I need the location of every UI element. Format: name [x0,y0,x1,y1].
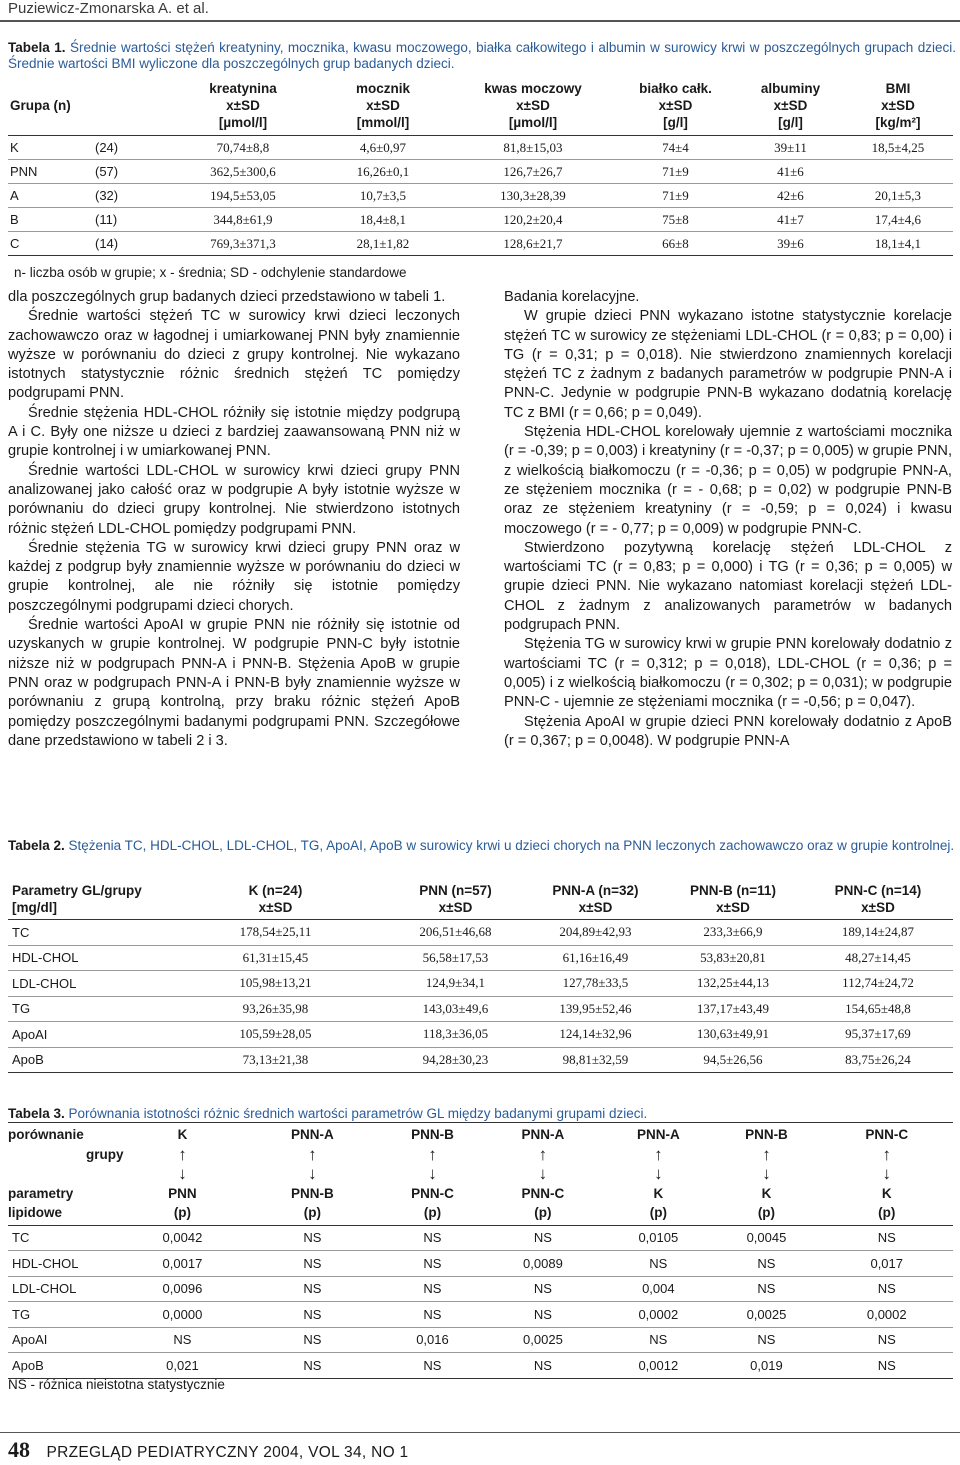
table3-cell: NS [757,1255,776,1271]
table3-corner-spacer [8,1164,124,1184]
table1-group-count: (14) [95,236,119,251]
table2-param-name: ApoAI [12,1026,48,1042]
table1-cell: 128,6±21,7 [503,235,563,251]
table2-column-header [383,880,528,920]
table2-caption-text: Stężenia TC, HDL-CHOL, LDL-CHOL, TG, ApoAI, ApoB w surowicy krwi u dzieci chorych na PNN leczonych zachowawczo oraz w grupie kontrolnej. [68,838,955,853]
table1 [8,80,953,256]
table1-cell: 41±7 [777,211,804,227]
paragraph: W grupie dzieci PNN wykazano istotne statystycznie korelacje stężeń TC w surowicy ze stężeniami LDL-CHOL (r = 0,83; p = 0,00) i TG (r = 0,31; p = 0,018). Nie stwierdzono znamiennych korelacji stężeń TC z żadnym z badanych parametrów w podgrupie PNN-A i PNN-C. Jedynie w podgrupie PNN-B wykazano dodatnią korelację TC z BMI (r = 0,66; p = 0,049). [504,308,952,421]
body-column-right [504,288,952,751]
paragraph: Średnie stężenia TG w surowicy krwi dzieci grupy PNN oraz w każdej z podgrup były znamiennie wyższe w porównaniu do dzieci w grupie kontrolnej, ale nie różniły się istotnie pomiędzy poszczególnymi podgrupami dzieci chorych. [8,539,460,614]
table3-param-name: TC [12,1230,30,1246]
table2-cell: 105,98±13,21 [239,975,312,991]
table1-row [8,136,953,160]
table2-param-name: HDL-CHOL [12,950,79,966]
table1-cell: 16,26±0,1 [356,163,410,179]
arrow-up-icon: ↑ [654,1144,663,1164]
table3-cell: 0,0096 [162,1281,203,1297]
table1-cell: 70,74±8,8 [216,139,270,155]
table3-param-name: ApoB [12,1357,44,1373]
table1-cell: 28,1±1,82 [356,235,410,251]
table1-group-name: B [10,212,19,227]
table2-cell: 130,63±49,91 [696,1026,770,1042]
table3-caption [8,1106,956,1122]
table2-cell: 206,51±46,68 [419,924,492,940]
table3-column-to: K [653,1185,664,1201]
table1-group-count: (32) [95,188,119,203]
table1-cell [843,160,953,184]
table1-group-header: Grupa (n) [10,98,71,113]
table1-cell: 42±6 [777,187,804,203]
table3-body [8,1225,953,1378]
table1-group-name: C [10,236,20,251]
table2-column-stat: x±SD [861,900,895,915]
table1-header-row [8,80,953,136]
table1-cell: 71±9 [662,187,689,203]
table1-group-name: A [10,188,19,203]
table1-column-name: BMI [885,81,911,96]
table3-cell: 0,0017 [162,1255,203,1271]
table2-cell: 189,14±24,87 [841,924,915,940]
table1-cell: 81,8±15,03 [503,139,563,155]
table2-column-stat: x±SD [438,900,473,915]
table1-column-header [738,80,843,136]
paragraph: Stężenia TG w surowicy krwi w grupie PNN korelowały dodatnio z wartościami TC (r = 0,312; p = 0,018), LDL-CHOL (r = 0,36; p = 0,005) i z wielkością białkomoczu (r = 0,302; p = 0,031); w podgrupie PNN-C - ujemnie ze stężeniami mocznika (r = -0,56; p = 0,047). [504,636,952,711]
table1-column-unit: [g/l] [778,115,803,130]
table2-cell: 112,74±24,72 [842,975,914,991]
table1-note: n- liczba osób w grupie; x - średnia; SD - odchylenie standardowe [14,265,407,280]
table2-cell: 93,26±35,98 [242,1000,309,1016]
table2-cell: 143,03±49,6 [422,1000,489,1016]
arrow-down-icon: ↓ [538,1164,548,1183]
table3-column-p: (p) [423,1205,442,1220]
table1-cell: 126,7±26,7 [503,163,563,179]
page-number: 48 [8,1437,30,1462]
paragraph: Badania korelacyjne. [504,289,640,305]
table1-column-name: mocznik [355,81,410,96]
table1-caption [8,40,956,72]
arrow-up-icon: ↑ [538,1144,548,1164]
table3-cell: NS [303,1357,322,1373]
table3-cell: NS [533,1306,552,1322]
table2-cell: 53,83±20,81 [700,949,766,965]
table3-cell: NS [877,1332,896,1348]
table2-column-name: PNN-A (n=32) [552,883,639,898]
table3-column-to: PNN-B [290,1185,334,1201]
table1-group-name: PNN [10,164,38,179]
table1-column-name: albuminy [760,81,821,96]
table3-column-to: PNN-C [521,1185,565,1201]
table1-cell: 194,5±53,05 [210,187,276,203]
table2-cell: 118,3±36,05 [422,1026,489,1042]
table3-column-p: (p) [649,1205,667,1220]
table1-column-unit: [g/l] [663,115,688,130]
table3-cell: NS [423,1230,442,1246]
table3-cell: NS [303,1230,322,1246]
table1-cell: 66±8 [662,235,689,251]
paragraph: Stężenia ApoAI w grupie dzieci PNN korelowały dodatnio z ApoB (r = 0,367; p = 0,0048). W podgrupie PNN-A [504,713,952,749]
paragraph: Średnie wartości ApoAI w grupie PNN nie różniły się istotnie od uzyskanych w grupie kontrolnej. W podgrupie PNN-C były istotnie niższe niż w podgrupach PNN-A i PNN-B. Stężenia ApoB w grupie PNN oraz w podgrupach PNN-A i PNN-B były znamiennie wyższe w porównaniu z grupą kontrolną, przy braku różnic stężeń ApoB pomiędzy poszczególnymi badanymi podgrupami PNN. Szczegółowe dane przedstawiono w tabeli 2 i 3. [8,617,460,749]
table1-column-stat: x±SD [366,98,400,113]
paragraph: dla poszczególnych grup badanych dzieci przedstawiono w tabeli 1. [8,289,446,305]
table1-cell: 71±9 [662,163,689,179]
table1-body [8,136,953,256]
arrow-down-icon: ↓ [762,1164,771,1183]
arrow-down-icon: ↓ [882,1164,891,1183]
paragraph: Stężenia HDL-CHOL korelowały ujemnie z wartościami mocznika (r = -0,39; p = 0,003) i kreatyniny (r = -0,37; p = 0,005) w grupie PNN, z wielkością białkomoczu (r = -0,36; p = 0,05) w podgrupie PNN-A, ze stężeniem mocznika (r = - 0,68; p = 0,02) w podgrupie PNN-B oraz ze stężeniem kreatyniny (r = -0,59; p = 0,024) i kwasu moczowego (r = - 0,77; p = 0,009) w podgrupie PNN-C. [504,424,952,537]
table3-row [8,1251,953,1277]
table1-group-count: (24) [95,140,119,155]
table1-column-stat: x±SD [226,98,260,113]
table1-column-unit: [µmol/l] [508,115,558,130]
table2-param-header [8,880,168,920]
table3-cell: NS [303,1281,322,1297]
table1-row [8,232,953,256]
table2-cell: 56,58±17,53 [422,949,489,965]
header-rule [0,20,960,22]
table1-column-stat: x±SD [881,98,915,113]
table3-column-header [124,1123,242,1226]
table1-column-header [453,80,613,136]
table1-column-header [843,80,953,136]
table1-column-stat: x±SD [516,98,550,113]
table2-cell: 127,78±33,5 [562,975,629,991]
table3-column-to: K [881,1185,892,1201]
table2-cell: 94,28±30,23 [422,1051,489,1067]
journal-name: PRZEGLĄD PEDIATRYCZNY 2004, VOL 34, NO 1 [46,1444,409,1461]
table3-cell: 0,021 [166,1357,199,1373]
table2-cell: 178,54±25,11 [239,924,312,940]
table3-cell: NS [423,1306,442,1322]
table1-cell: 362,5±300,6 [210,163,276,179]
table2-cell: 95,37±17,69 [845,1026,911,1042]
table3-caption-text: Porównania istotności różnic średnich wartości parametrów GL między badanymi grupami dzieci. [68,1106,648,1121]
table3-cell: NS [533,1230,552,1246]
table3-param-name: ApoAI [12,1332,48,1348]
table3-column-header [482,1123,605,1226]
table2-column-name: PNN-B (n=11) [690,883,776,898]
table1-group-count: (11) [95,212,118,227]
table3 [8,1122,953,1379]
arrow-up-icon: ↑ [762,1144,771,1164]
table3-cell: 0,0105 [638,1230,679,1246]
table3-column-from: PNN-A [290,1127,334,1142]
table2-column-header [663,880,803,920]
table3-column-from: PNN-C [865,1127,909,1142]
table2-cell: 132,25±44,13 [696,975,770,991]
paragraph: Średnie wartości LDL-CHOL w surowicy krwi dzieci grupy PNN analizowanej jako całość oraz w podgrupie A były istotnie wyższe w porównaniu do dzieci grupy kontrolnej. Nie stwierdzono istotnych różnic stężeń LDL-CHOL pomiędzy podgrupami PNN. [8,462,460,537]
table2-caption [8,838,956,854]
table3-cell: NS [423,1281,442,1297]
table1-column-stat: x±SD [658,98,693,113]
table2-unit-header: [mg/dl] [12,900,57,915]
table3-corner-top2: grupy [86,1146,124,1162]
table3-column-p: (p) [757,1205,776,1220]
table2-row [8,996,953,1022]
table1-column-stat: x±SD [773,98,808,113]
table2-cell: 139,95±52,46 [559,1000,632,1016]
table3-column-header [241,1123,383,1226]
table3-column-header [383,1123,481,1226]
table1-cell: 39±11 [774,139,807,155]
table2-cell: 154,65±48,8 [845,1000,911,1016]
table3-header [8,1123,953,1226]
table2-column-name: PNN (n=57) [419,883,492,898]
table2-cell: 204,89±42,93 [559,924,632,940]
arrow-down-icon: ↓ [178,1164,187,1183]
table3-corner-top: porównanie [8,1127,84,1142]
table1-group-name: K [10,140,19,155]
paragraph: Średnie wartości stężeń TC w surowicy krwi dzieci leczonych zachowawczo oraz w łagodnej i umiarkowanej PNN były znamiennie wyższe w porównaniu do dzieci z grupy kontrolnej. Nie wykazano istotnych statystycznie różnic średnich stężeń TC pomiędzy podgrupami PNN. [8,308,460,402]
table3-cell: 0,017 [870,1255,904,1271]
table1-cell: 769,3±371,3 [210,235,276,251]
table3-cell: 0,0042 [162,1230,203,1246]
table2-cell: 233,3±66,9 [703,924,763,940]
table1-row [8,160,953,184]
table3-column-header [604,1123,712,1226]
table3-column-from: K [177,1127,188,1142]
table1-cell: 4,6±0,97 [359,139,407,155]
table1-cell: 18,4±8,1 [359,211,407,227]
table2-param-header-label: Parametry GL/grupy [12,883,142,898]
table1-cell: 130,3±28,39 [500,187,566,203]
table1-cell: 10,7±3,5 [359,187,407,203]
table3-cell: 0,0045 [746,1230,787,1246]
table2-cell: 98,81±32,59 [562,1051,629,1067]
running-head: Puziewicz-Zmonarska A. et al. [8,0,209,17]
table2-cell: 61,31±15,45 [242,949,309,965]
table1-column-name: kwas moczowy [484,81,582,96]
table3-row [8,1353,953,1379]
table2-column-name: PNN-C (n=14) [834,883,922,898]
table3-cell: NS [649,1332,668,1348]
table1-column-unit: [mmol/l] [356,115,410,130]
table1-cell: 20,1±5,3 [874,187,922,203]
table2-cell: 94,5±26,56 [703,1051,763,1067]
table2-param-name: TG [12,1001,31,1017]
paragraph: Średnie stężenia HDL-CHOL różniły się istotnie między podgrupą A i C. Były one niższe u dzieci z bardziej zaawansowaną PNN niż w grupie kontrolnej i w umiarkowanej PNN. [8,404,460,460]
table3-cell: 0,004 [642,1281,675,1297]
arrow-up-icon: ↑ [882,1144,891,1164]
table3-param-name: LDL-CHOL [12,1281,77,1297]
table3-cell: NS [877,1281,896,1297]
table3-cell: NS [877,1230,896,1246]
table1-header [8,80,953,136]
table3-corner-bottom2: lipidowe [8,1205,62,1220]
table1-group-count: (57) [95,164,119,179]
table3-cell: 0,0025 [746,1306,787,1322]
table3-column-to: PNN-C [411,1185,454,1201]
table2-column-stat: x±SD [716,900,750,915]
table3-param-name: HDL-CHOL [12,1255,79,1271]
table3-corner-bottom: parametry [8,1185,74,1201]
table3-cell: NS [877,1357,896,1373]
table1-cell: 344,8±61,9 [213,211,273,227]
table2-cell: 105,59±28,05 [239,1026,312,1042]
table3-column-from: PNN-A [636,1127,680,1142]
table1-column-header [173,80,313,136]
table3-column-header [821,1123,954,1226]
body-column-left [8,288,460,751]
table3-cell: NS [303,1255,322,1271]
table1-column-unit: [µmol/l] [218,115,268,130]
table1-column-unit: [kg/m²] [875,115,921,130]
table1-cell: 39±6 [777,235,804,251]
table3-column-p: (p) [173,1205,192,1220]
table3-cell: 0,016 [416,1332,449,1348]
table2-column-header [168,880,383,920]
table2-param-name: TC [12,924,30,940]
table2-column-stat: x±SD [578,900,613,915]
table3-cell: 0,0002 [638,1306,679,1322]
table1-cell: 75±8 [662,211,689,227]
arrow-up-icon: ↑ [308,1144,317,1164]
table3-cell: 0,0002 [866,1306,907,1322]
table1-row [8,208,953,232]
table2-row [8,920,953,946]
table2 [8,880,953,1073]
table3-cell: NS [533,1357,552,1373]
table1-cell: 18,1±4,1 [874,235,922,251]
table3-row [8,1302,953,1328]
table1-cell: 18,5±4,25 [871,139,925,155]
table2-cell: 137,17±43,49 [696,1000,770,1016]
table3-cell: 0,0012 [638,1357,679,1373]
table3-column-header [712,1123,820,1226]
table3-column-to: PNN [168,1185,197,1201]
table3-column-to: K [761,1185,772,1201]
table2-row [8,971,953,997]
table3-row [8,1225,953,1251]
table2-column-stat: x±SD [258,900,293,915]
table2-cell: 124,9±34,1 [425,975,486,991]
arrow-up-icon: ↑ [428,1144,437,1164]
table3-row [8,1276,953,1302]
arrow-up-icon: ↑ [178,1144,187,1164]
table1-label: Tabela 1. [8,40,66,55]
table2-param-name: LDL-CHOL [12,975,77,991]
table2-body [8,920,953,1073]
table2-column-header [803,880,953,920]
table1-cell: 17,4±4,6 [874,211,922,227]
table2-row [8,1022,953,1048]
footer [8,1437,408,1463]
table2-header [8,880,953,920]
table3-corner-header [8,1123,124,1226]
paragraph: Stwierdzono pozytywną korelację stężeń LDL-CHOL z wartościami TC (r = 0,83; p = 0,000) i TG (r = 0,36; p = 0,005) w grupie dzieci PNN. Nie wykazano natomiast korelacji stężeń LDL-CHOL z żadnym z analizowanych parametrów w badanych podgrupach PNN. [504,539,952,634]
table3-note: NS - różnica nieistotna statystycznie [8,1377,225,1392]
table2-cell: 83,75±26,24 [845,1051,911,1067]
table3-column-from: PNN-B [411,1127,454,1142]
table1-column-header [613,80,738,136]
table3-column-p: (p) [878,1205,896,1220]
table2-cell: 61,16±16,49 [562,949,629,965]
table3-cell: NS [533,1281,552,1297]
arrow-down-icon: ↓ [654,1164,663,1183]
table3-header-row [8,1123,953,1226]
table3-cell: NS [303,1306,322,1322]
table3-cell: NS [757,1281,776,1297]
table3-cell: 0,0025 [523,1332,563,1348]
table3-param-name: TG [12,1306,31,1322]
table1-caption-text: Średnie wartości stężeń kreatyniny, mocznika, kwasu moczowego, białka całkowitego i albumin w surowicy krwi w poszczególnych grupach dzieci. Średnie wartości BMI wyliczone dla poszczególnych grup badanych dzieci. [8,40,956,71]
table1-cell: 120,2±20,4 [503,211,563,227]
table2-label: Tabela 2. [8,838,65,853]
table2-row [8,945,953,971]
table2-cell: 73,13±21,38 [242,1051,309,1067]
table3-cell: NS [173,1332,192,1348]
table3-cell: 0,019 [750,1357,783,1373]
table2-header-row [8,880,953,920]
table2-cell: 48,27±14,45 [845,949,911,965]
table2-param-name: ApoB [12,1052,44,1068]
table3-cell: 0,0089 [523,1255,563,1271]
arrow-down-icon: ↓ [428,1164,437,1183]
table2-row [8,1047,953,1073]
table3-column-p: (p) [303,1205,321,1220]
table3-column-from: PNN-B [745,1127,788,1142]
table3-label: Tabela 3. [8,1106,65,1121]
table3-cell: NS [757,1332,776,1348]
table3-column-from: PNN-A [521,1127,565,1142]
footer-rule [0,1432,960,1433]
table3-cell: 0,0000 [162,1306,203,1322]
table2-column-name: K (n=24) [248,883,303,898]
table3-column-p: (p) [534,1205,552,1220]
table2-cell: 124,14±32,96 [559,1026,632,1042]
table1-row [8,184,953,208]
table3-cell: NS [303,1332,322,1348]
table1-column-header [313,80,453,136]
table3-cell: NS [649,1255,668,1271]
table1-column-name: kreatynina [209,81,277,96]
table1-cell: 74±4 [662,139,689,155]
table3-cell: NS [423,1255,442,1271]
table3-cell: NS [423,1357,442,1373]
table1-cell: 41±6 [777,163,804,179]
table1-column-name: białko całk. [639,81,712,96]
table3-row [8,1327,953,1353]
table2-column-header [528,880,663,920]
arrow-down-icon: ↓ [308,1164,317,1183]
